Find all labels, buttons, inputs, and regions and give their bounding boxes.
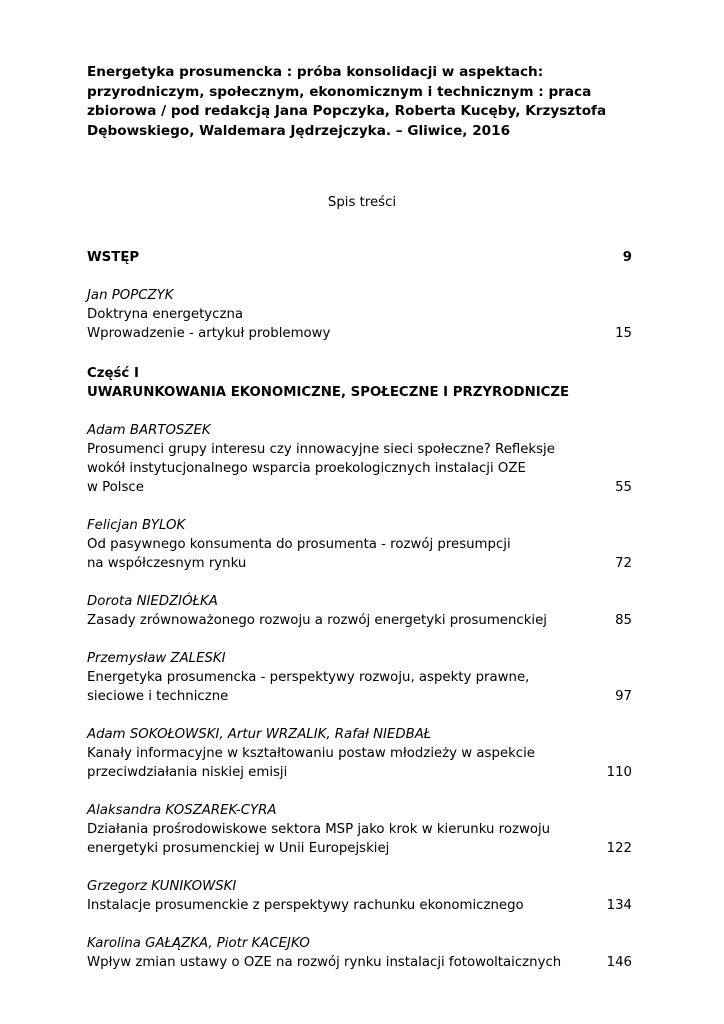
- entry-title-line: sieciowe i techniczne: [87, 689, 229, 704]
- entry-title: [87, 744, 602, 782]
- entry-title: [87, 305, 602, 343]
- toc-entry[interactable]: [87, 592, 632, 630]
- entry-title: [87, 611, 602, 630]
- toc-entry[interactable]: [87, 877, 632, 915]
- toc-intro-row[interactable]: [87, 248, 632, 267]
- book-title-line: zbiorowa / pod redakcją Jana Popczyka, Roberta Kucęby, Krzysztofa: [87, 103, 607, 119]
- part-label: Część I: [87, 366, 139, 381]
- book-title-line: Energetyka prosumencka : próba konsolidacji w aspektach:: [87, 64, 544, 80]
- entry-title-line: Energetyka prosumencka - perspektywy rozwoju, aspekty prawne,: [87, 670, 530, 685]
- entry-title-row: [87, 668, 632, 706]
- entry-title-line: Wprowadzenie - artykuł problemowy: [87, 326, 331, 341]
- part-heading: [87, 364, 632, 402]
- book-title-line: Dębowskiego, Waldemara Jędrzejczyka. – Gliwice, 2016: [87, 122, 511, 139]
- toc-entry[interactable]: [87, 934, 632, 972]
- entry-author: Felicjan BYLOK: [87, 518, 186, 533]
- entry-page-number: 55: [615, 480, 632, 495]
- entry-title: [87, 953, 602, 972]
- entry-author: Alaksandra KOSZAREK-CYRA: [87, 803, 277, 818]
- entry-page-number: 122: [606, 841, 632, 856]
- table-of-contents: [87, 248, 632, 972]
- entry-page-number: 134: [606, 898, 632, 913]
- entry-title-row: [87, 535, 632, 573]
- entry-author: Karolina GAŁĄZKA, Piotr KACEJKO: [87, 936, 310, 951]
- entry-author: Dorota NIEDZIÓŁKA: [87, 594, 218, 609]
- entry-title-line: Zasady zrównoważonego rozwoju a rozwój energetyki prosumenckiej: [87, 613, 547, 628]
- entry-title-line: Od pasywnego konsumenta do prosumenta - rozwój presumpcji: [87, 537, 511, 552]
- entry-page-number: 85: [615, 613, 632, 628]
- toc-entry[interactable]: [87, 516, 632, 573]
- toc-entry[interactable]: [87, 649, 632, 706]
- book-title: [87, 63, 607, 141]
- entry-page-number: 146: [606, 955, 632, 970]
- entry-author: Jan POPCZYK: [87, 288, 174, 303]
- entry-page-number: 110: [606, 765, 632, 780]
- entry-author: Grzegorz KUNIKOWSKI: [87, 879, 237, 894]
- entry-title-row: [87, 953, 632, 972]
- entry-title-line: Instalacje prosumenckie z perspektywy rachunku ekonomicznego: [87, 898, 524, 913]
- entry-title-line: Doktryna energetyczna: [87, 307, 244, 322]
- toc-entry[interactable]: [87, 421, 632, 497]
- book-title-line: przyrodniczym, społecznym, ekonomicznym i technicznym : praca: [87, 83, 592, 100]
- toc-entries: [87, 421, 632, 972]
- entry-title: [87, 535, 602, 573]
- toc-entry[interactable]: [87, 801, 632, 858]
- entry-title-line: Prosumenci grupy interesu czy innowacyjne sieci społeczne? Refleksje: [87, 442, 555, 457]
- entry-author: Adam SOKOŁOWSKI, Artur WRZALIK, Rafał NIEDBAŁ: [87, 727, 432, 742]
- entry-title: [87, 896, 602, 915]
- pre-part-entries: [87, 286, 632, 343]
- entry-page-number: 15: [615, 326, 632, 341]
- entry-title-line: Kanały informacyjne w kształtowaniu postaw młodzieży w aspekcie: [87, 746, 535, 761]
- toc-heading: Spis treści: [327, 195, 397, 210]
- toc-entry[interactable]: [87, 725, 632, 782]
- entry-title-row: [87, 440, 632, 497]
- entry-title-line: wokół instytucjonalnego wsparcia proekologicznych instalacji OZE: [87, 461, 526, 476]
- entry-author: Przemysław ZALESKI: [87, 651, 226, 666]
- entry-title-row: [87, 820, 632, 858]
- entry-title-row: [87, 611, 632, 630]
- entry-title: [87, 820, 602, 858]
- entry-title-line: Wpływ zmian ustawy o OZE na rozwój rynku instalacji fotowoltaicznych: [87, 955, 562, 970]
- entry-title-line: energetyki prosumenckiej w Unii Europejskiej: [87, 841, 390, 856]
- entry-author: Adam BARTOSZEK: [87, 423, 211, 438]
- entry-title-line: Działania prośrodowiskowe sektora MSP jako krok w kierunku rozwoju: [87, 822, 551, 837]
- entry-title-row: [87, 744, 632, 782]
- entry-title-line: przeciwdziałania niskiej emisji: [87, 765, 288, 780]
- entry-page-number: 97: [615, 689, 632, 704]
- part-title: UWARUNKOWANIA EKONOMICZNE, SPOŁECZNE I PRZYRODNICZE: [87, 385, 570, 400]
- entry-title: [87, 440, 602, 497]
- entry-title-line: na współczesnym rynku: [87, 556, 247, 571]
- intro-page: 9: [622, 250, 632, 265]
- entry-title-row: [87, 305, 632, 343]
- entry-title-line: w Polsce: [87, 480, 144, 495]
- entry-title-row: [87, 896, 632, 915]
- intro-label: WSTĘP: [87, 250, 140, 265]
- entry-page-number: 72: [615, 556, 632, 571]
- entry-title: [87, 668, 602, 706]
- toc-entry[interactable]: [87, 286, 632, 343]
